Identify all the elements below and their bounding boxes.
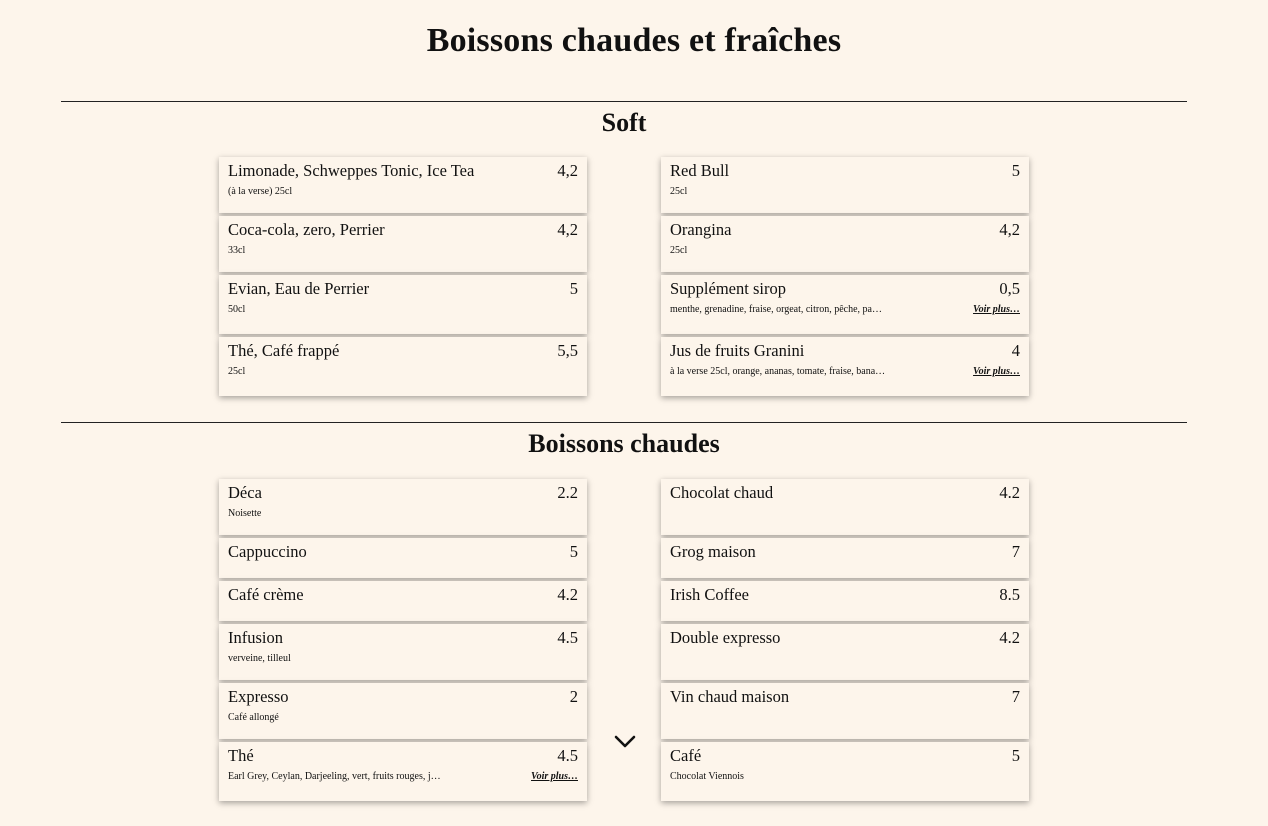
- item-price: 4: [1011, 341, 1020, 360]
- section-boissons-chaudes: [61, 422, 1187, 822]
- menu-item-card[interactable]: [219, 479, 587, 535]
- item-price: 4.2: [999, 483, 1020, 502]
- item-description: 33cl: [228, 245, 246, 256]
- item-description: Chocolat Viennois: [670, 771, 744, 782]
- item-price: 8.5: [999, 585, 1020, 604]
- item-description: 25cl: [228, 366, 246, 377]
- item-price: 4,2: [557, 161, 578, 180]
- item-price: 4,2: [999, 220, 1020, 239]
- item-description: 50cl: [228, 304, 246, 315]
- item-description: verveine, tilleul: [228, 653, 291, 664]
- item-price: 7: [1011, 687, 1020, 706]
- item-description: à la verse 25cl, orange, ananas, tomate, fraise, bana…: [670, 366, 886, 377]
- menu-column-left: [219, 157, 587, 399]
- menu-item-card[interactable]: [219, 683, 587, 739]
- item-description: Café allongé: [228, 712, 279, 723]
- menu-item-card[interactable]: [219, 581, 587, 621]
- see-more-link[interactable]: Voir plus…: [973, 366, 1020, 377]
- item-description: 25cl: [670, 245, 688, 256]
- see-more-link[interactable]: Voir plus…: [531, 771, 578, 782]
- item-price: 5: [569, 279, 578, 298]
- menu-item-card[interactable]: [661, 624, 1029, 680]
- item-name: Déca: [228, 483, 262, 502]
- item-price: 4.5: [557, 746, 578, 765]
- menu-column-right: [661, 157, 1029, 399]
- menu-item-card[interactable]: [219, 216, 587, 272]
- section-title: Boissons chaudes: [528, 429, 720, 458]
- menu-item-card[interactable]: [661, 216, 1029, 272]
- item-name: Cappuccino: [228, 542, 307, 561]
- item-price: 5: [1011, 746, 1020, 765]
- item-name: Thé: [228, 746, 254, 765]
- item-name: Infusion: [228, 628, 283, 647]
- item-name: Expresso: [228, 687, 289, 706]
- item-name: Vin chaud maison: [670, 687, 790, 706]
- section-soft: [61, 101, 1187, 401]
- item-description: menthe, grenadine, fraise, orgeat, citron, pêche, pa…: [670, 304, 882, 315]
- menu-item-card[interactable]: [219, 157, 587, 213]
- item-description: Noisette: [228, 508, 262, 519]
- item-price: 5: [569, 542, 578, 561]
- item-name: Irish Coffee: [670, 585, 749, 604]
- menu-item-card[interactable]: [661, 479, 1029, 535]
- section-divider: [61, 422, 1187, 423]
- menu-item-card[interactable]: [661, 538, 1029, 578]
- item-name: Thé, Café frappé: [228, 341, 340, 360]
- item-name: Orangina: [670, 220, 732, 239]
- item-name: Double expresso: [670, 628, 781, 647]
- item-description: Earl Grey, Ceylan, Darjeeling, vert, fruits rouges, j…: [228, 771, 441, 782]
- item-price: 4.2: [999, 628, 1020, 647]
- menu-item-card[interactable]: [219, 742, 587, 801]
- item-price: 7: [1011, 542, 1020, 561]
- item-description: 25cl: [670, 186, 688, 197]
- item-name: Red Bull: [670, 161, 730, 180]
- item-price: 2: [569, 687, 578, 706]
- item-name: Grog maison: [670, 542, 756, 561]
- menu-column-left: [219, 479, 587, 804]
- item-price: 2.2: [557, 483, 578, 502]
- item-price: 4.2: [557, 585, 578, 604]
- menu-item-card[interactable]: [219, 275, 587, 334]
- item-price: 5,5: [557, 341, 578, 360]
- section-title: Soft: [601, 108, 647, 137]
- menu-item-card[interactable]: [661, 157, 1029, 213]
- item-name: Supplément sirop: [670, 279, 786, 298]
- see-more-link[interactable]: Voir plus…: [973, 304, 1020, 315]
- item-name: Jus de fruits Granini: [670, 341, 805, 360]
- menu-item-card[interactable]: [219, 538, 587, 578]
- menu-item-card[interactable]: [219, 337, 587, 396]
- menu-item-card[interactable]: [661, 742, 1029, 801]
- item-description: (à la verse) 25cl: [228, 186, 293, 197]
- item-price: 0,5: [999, 279, 1020, 298]
- section-divider: [61, 101, 1187, 102]
- chevron-down-icon[interactable]: [612, 732, 638, 752]
- item-name: Limonade, Schweppes Tonic, Ice Tea: [228, 161, 475, 180]
- item-price: 4.5: [557, 628, 578, 647]
- item-name: Evian, Eau de Perrier: [228, 279, 370, 298]
- menu-column-right: [661, 479, 1029, 804]
- item-name: Coca-cola, zero, Perrier: [228, 220, 385, 239]
- item-name: Café: [670, 746, 702, 765]
- item-price: 4,2: [557, 220, 578, 239]
- menu-item-card[interactable]: [219, 624, 587, 680]
- item-price: 5: [1011, 161, 1020, 180]
- menu-item-card[interactable]: [661, 337, 1029, 396]
- item-name: Café crème: [228, 585, 304, 604]
- page-title: Boissons chaudes et fraîches: [426, 22, 842, 59]
- menu-item-card[interactable]: [661, 581, 1029, 621]
- menu-item-card[interactable]: [661, 275, 1029, 334]
- menu-item-card[interactable]: [661, 683, 1029, 739]
- item-name: Chocolat chaud: [670, 483, 774, 502]
